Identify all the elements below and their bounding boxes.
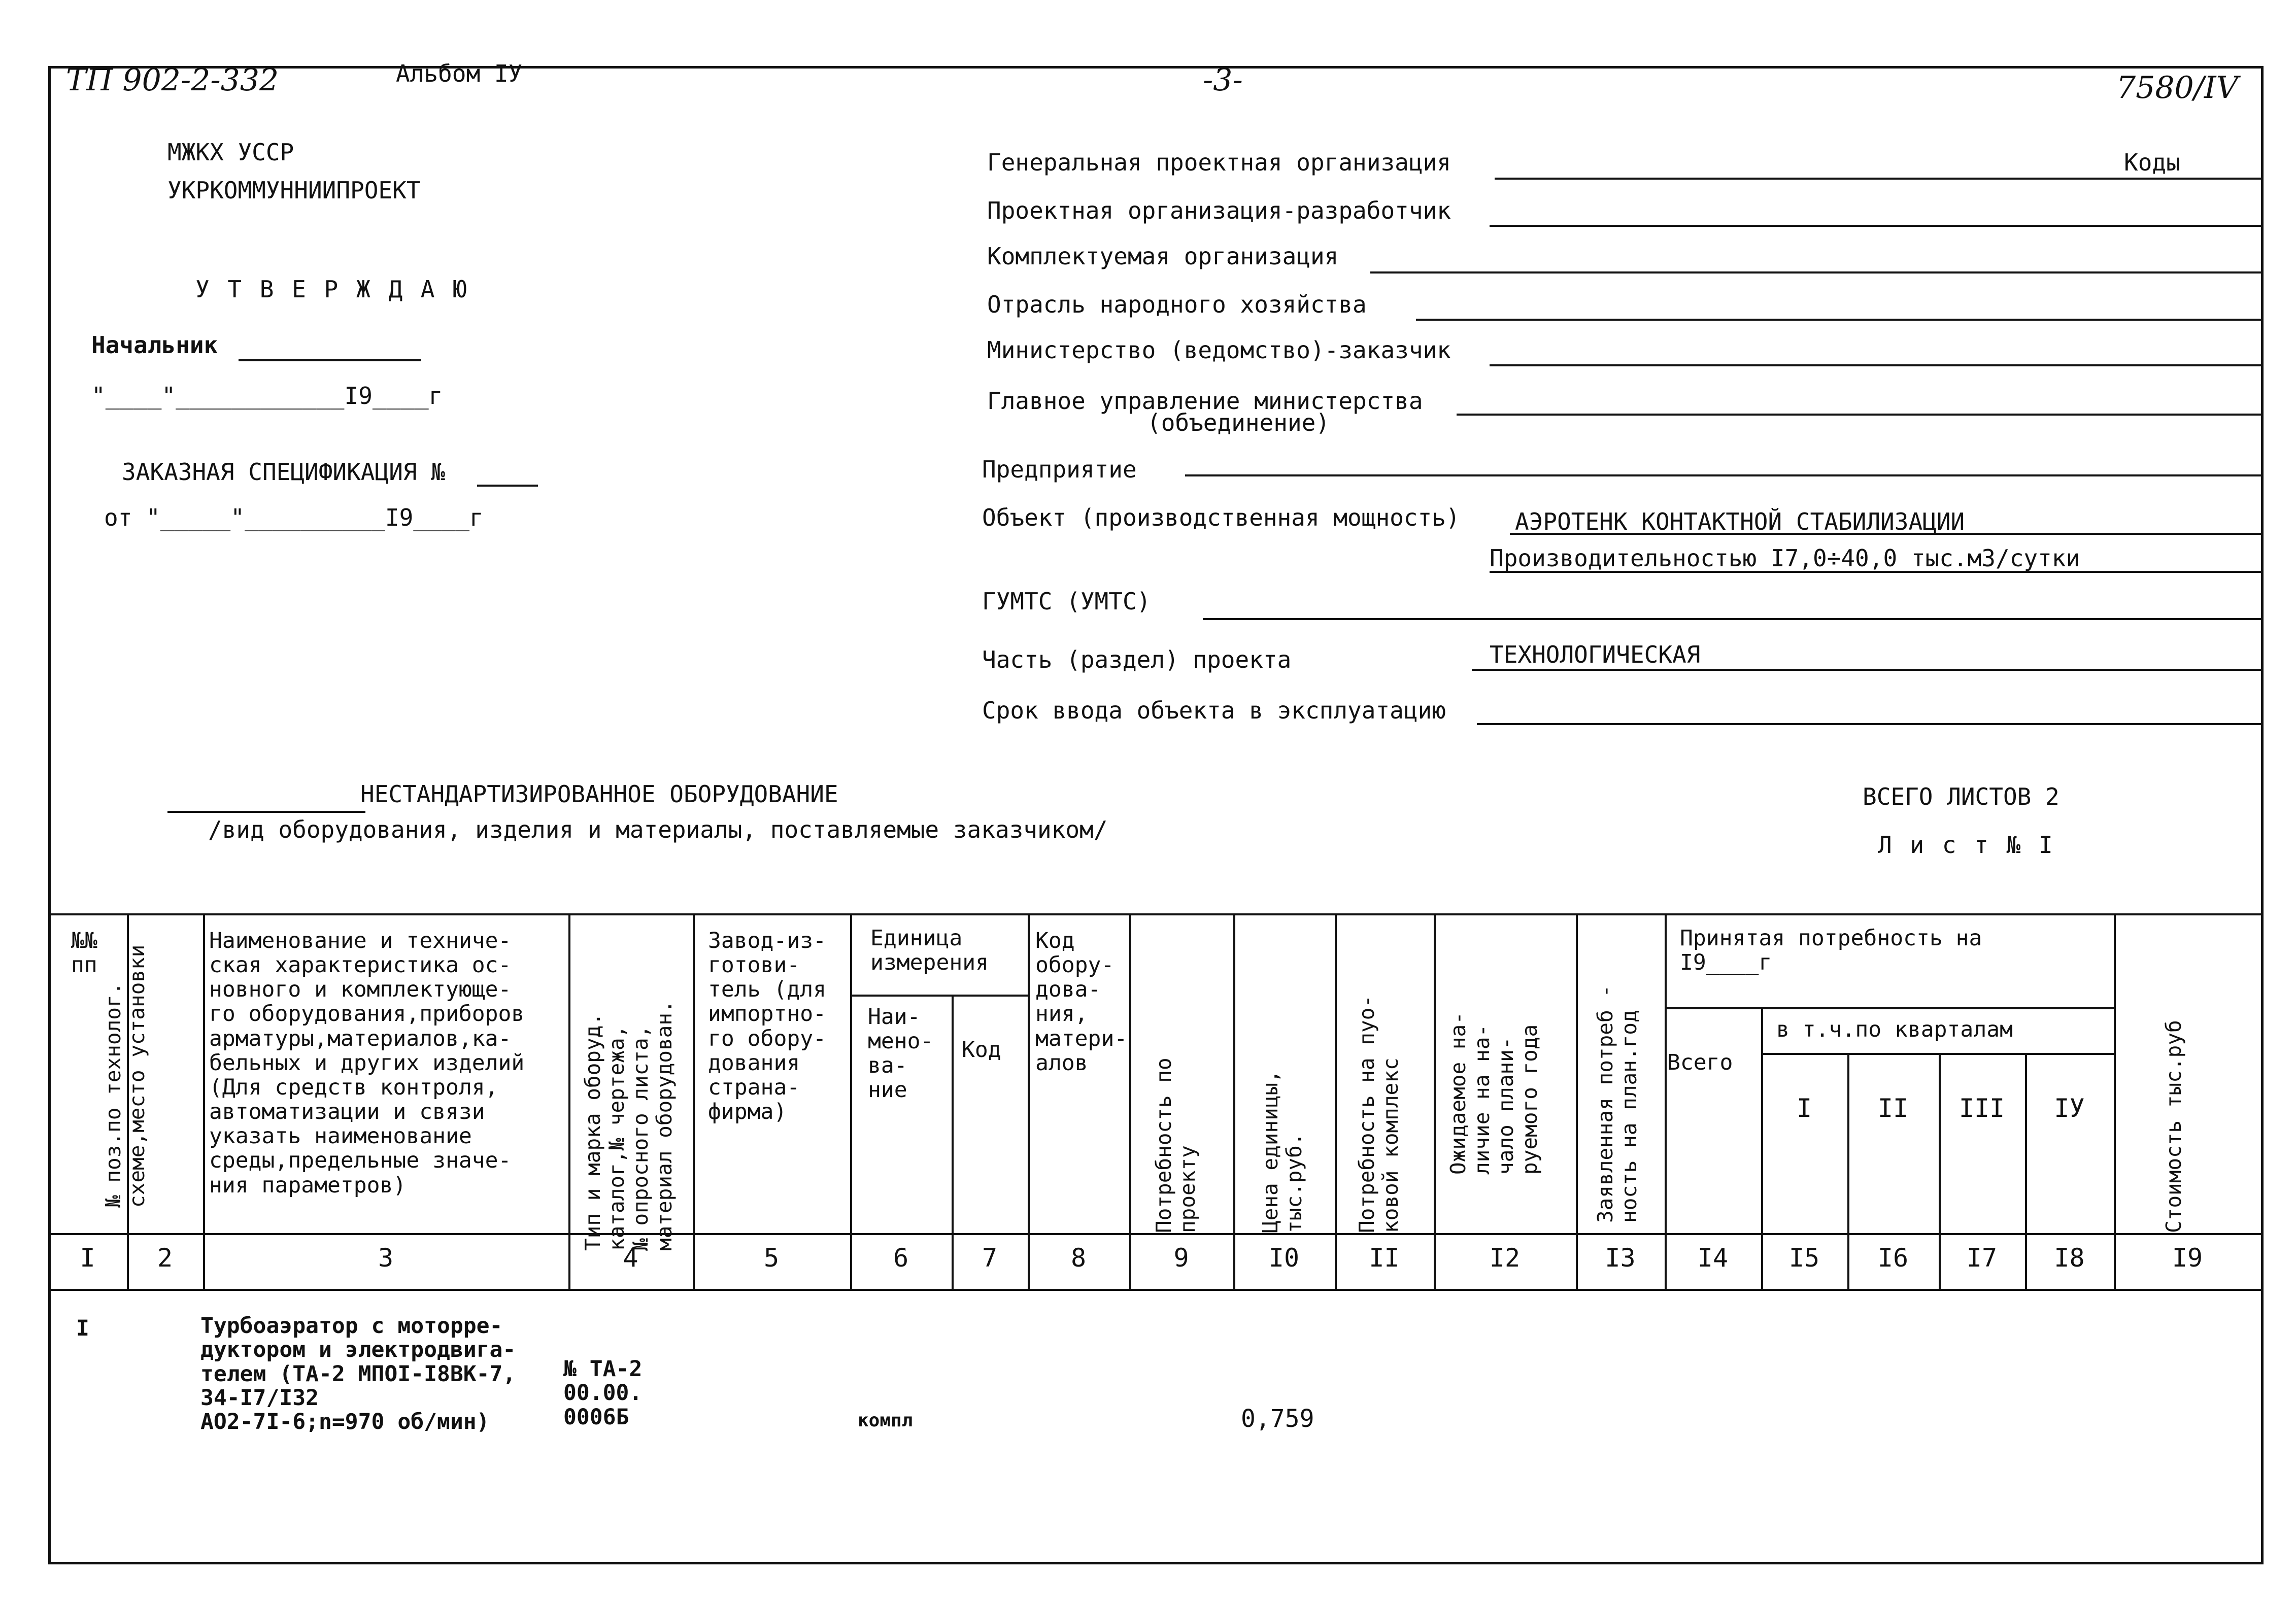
object-line (1510, 533, 2264, 535)
row-name: Турбоаэратор с моторре- дуктором и электродвига- телем (ТА-2 МПОI-I8ВК-7, 34-I7/I32 АО2-7I-6;n=970 об/мин) (200, 1313, 516, 1435)
approve-date: "____"____________I9____г (91, 382, 443, 409)
object-value: АЭРОТЕНК КОНТАКТНОЙ СТАБИЛИЗАЦИИ (1515, 508, 1965, 535)
ministry-client-line (1490, 364, 2264, 366)
row-type: № ТА-2 00.00. 0006Б (563, 1356, 643, 1430)
header-material-code: Код обору- дова- ния, матери- алов (1035, 928, 1128, 1076)
col-number: I (80, 1243, 95, 1273)
industry-label: Отрасль народного хозяйства (987, 291, 1367, 318)
col-divider (1028, 913, 1030, 1289)
col-number: I9 (2172, 1243, 2203, 1273)
main-dept-sub: (объединение) (1147, 409, 1330, 436)
header-demand: Потребность по проекту (1152, 1057, 1200, 1233)
table-top-line (48, 913, 2264, 915)
header-position: № поз.по технолог. схеме,место установки (101, 944, 150, 1208)
table-header-bottom-line (48, 1233, 2264, 1235)
part-label: Часть (раздел) проекта (982, 646, 1292, 673)
deadline-line (1477, 723, 2264, 725)
col-divider (1129, 913, 1131, 1289)
col-number: I4 (1697, 1243, 1729, 1273)
album-label: Альбом IУ (396, 60, 523, 87)
header-name: Наименование и техниче- ская характеристика ос- новного и комплектующе- го оборудования,приборов арматуры,материалов,ка- бельных и других изделий (Для средств контроля, автоматизации и связи указать наименование среды,предельные значе- ния параметров) (209, 928, 525, 1198)
general-org-line (1495, 178, 2264, 180)
col-divider (2114, 913, 2116, 1289)
frame-left-line (48, 66, 51, 1563)
spec-label: ЗАКАЗНАЯ СПЕЦИФИКАЦИЯ № (122, 458, 445, 486)
table-numbers-bottom-line (48, 1289, 2264, 1291)
col-number: 7 (982, 1243, 998, 1273)
capacity-line (1490, 571, 2264, 573)
header-cost: Стоимость тыс.руб (2162, 1020, 2186, 1233)
col-divider (1665, 913, 1667, 1289)
object-label: Объект (производственная мощность) (982, 504, 1460, 531)
frame-right-line (2261, 66, 2264, 1563)
main-dept-line (1457, 414, 2264, 416)
chief-label: Начальник (91, 331, 218, 359)
spec-number-line (477, 485, 538, 487)
gumts-label: ГУМТС (УМТС) (982, 588, 1151, 615)
col-divider (568, 913, 570, 1289)
part-line (1472, 669, 2264, 671)
col-divider (693, 913, 695, 1289)
section-title-underline (167, 811, 365, 813)
header-pp: №№ пп (71, 928, 97, 978)
header-quarters: в т.ч.по кварталам (1776, 1017, 2013, 1042)
header-type: Тип и марка оборуд. каталог,№ чертежа, № опросного листа, материал оборудован. (581, 1000, 677, 1251)
codes-label: Коды (2124, 149, 2180, 176)
unit-sub-line (850, 995, 1028, 997)
header-price: Цена единицы, тыс.руб. (1258, 1070, 1307, 1233)
row-number: I (76, 1316, 89, 1341)
col-divider (1434, 913, 1436, 1289)
col-number: I7 (1966, 1243, 1998, 1273)
part-value: ТЕХНОЛОГИЧЕСКАЯ (1490, 641, 1701, 668)
col-number: 3 (378, 1243, 394, 1273)
designer-org-label: Проектная организация-разработчик (987, 197, 1451, 224)
header-startup: Потребность на пуо- ковой комплекс (1355, 995, 1403, 1233)
ministry-name: МЖКХ УССР (167, 139, 294, 166)
row-price: 0,759 (1241, 1405, 1314, 1433)
enterprise-label: Предприятие (982, 456, 1137, 483)
spec-date: от "_____"__________I9____г (104, 504, 484, 531)
header-q1: I (1796, 1094, 1812, 1123)
row-unit: компл (858, 1410, 913, 1431)
header-factory: Завод-из- готови- тель (для импортно- го обору- дования страна- фирма) (708, 928, 826, 1125)
industry-line (1416, 319, 2264, 321)
section-subtitle: /вид оборудования, изделия и материалы, поставляемые заказчиком/ (208, 816, 1108, 843)
accepted-sub-line (1665, 1007, 2114, 1009)
doc-code: ТП 902-2-332 (66, 62, 279, 98)
header-expected: Ожидаемое на- личие на на- чало плани- руемого года (1446, 1012, 1542, 1175)
enterprise-line (1185, 474, 2264, 476)
col-number: 2 (157, 1243, 173, 1273)
complete-org-label: Комплектуемая организация (987, 243, 1339, 270)
page-number: -3- (1203, 62, 1243, 98)
col-number: 5 (763, 1243, 780, 1273)
col-number: 4 (623, 1243, 638, 1273)
header-unit: Единица измерения (870, 926, 989, 976)
col-number: 9 (1173, 1243, 1189, 1273)
capacity-value: Производительностью I7,0÷40,0 тыс.м3/сутки (1490, 544, 2080, 572)
col-number: I6 (1877, 1243, 1909, 1273)
chief-signature-line (239, 359, 421, 361)
complete-org-line (1370, 271, 2264, 274)
ministry-client-label: Министерство (ведомство)-заказчик (987, 336, 1451, 364)
deadline-label: Срок ввода объекта в эксплуатацию (982, 697, 1446, 724)
institute-name: УКРКОММУННИИПРОЕКТ (167, 177, 421, 204)
col-number: 6 (893, 1243, 909, 1273)
header-accepted: Принятая потребность на I9____г (1680, 926, 1982, 976)
frame-bottom-line (48, 1562, 2264, 1564)
sheet-number: Л и с т № I (1878, 831, 2055, 859)
general-org-label: Генеральная проектная организация (987, 149, 1451, 176)
header-q3: III (1959, 1094, 2005, 1123)
col-number: I5 (1788, 1243, 1820, 1273)
quarters-sub-line (1761, 1053, 2114, 1055)
approve-title: У Т В Е Р Ж Д А Ю (195, 276, 469, 303)
col-number: I8 (2054, 1243, 2085, 1273)
col-divider (1576, 913, 1578, 1289)
col-number: I2 (1489, 1243, 1521, 1273)
main-dept-label: Главное управление министерства (987, 387, 1423, 415)
col-number: 8 (1070, 1243, 1087, 1273)
col-divider (203, 913, 205, 1289)
header-unit-name: Наи- мено- ва- ние (868, 1004, 934, 1103)
header-total: Всего (1667, 1050, 1733, 1075)
col-divider (1233, 913, 1235, 1289)
header-q2: II (1877, 1094, 1909, 1123)
designer-org-line (1490, 225, 2264, 227)
col-number: I3 (1605, 1243, 1636, 1273)
col-divider (850, 913, 852, 1289)
gumts-line (1203, 618, 2264, 620)
total-sheets: ВСЕГО ЛИСТОВ 2 (1863, 783, 2059, 810)
section-title: НЕСТАНДАРТИЗИРОВАННОЕ ОБОРУДОВАНИЕ (360, 780, 838, 808)
header-unit-code: Код (962, 1037, 1001, 1063)
col-number: I0 (1268, 1243, 1300, 1273)
header-q4: IУ (2054, 1094, 2085, 1123)
frame-top-line (48, 66, 2264, 69)
col-number: II (1369, 1243, 1400, 1273)
header-declared: Заявленная потреб - ность на план.год (1593, 985, 1642, 1223)
col-divider (1335, 913, 1337, 1289)
sheet-id: 7580/IV (2116, 70, 2238, 106)
